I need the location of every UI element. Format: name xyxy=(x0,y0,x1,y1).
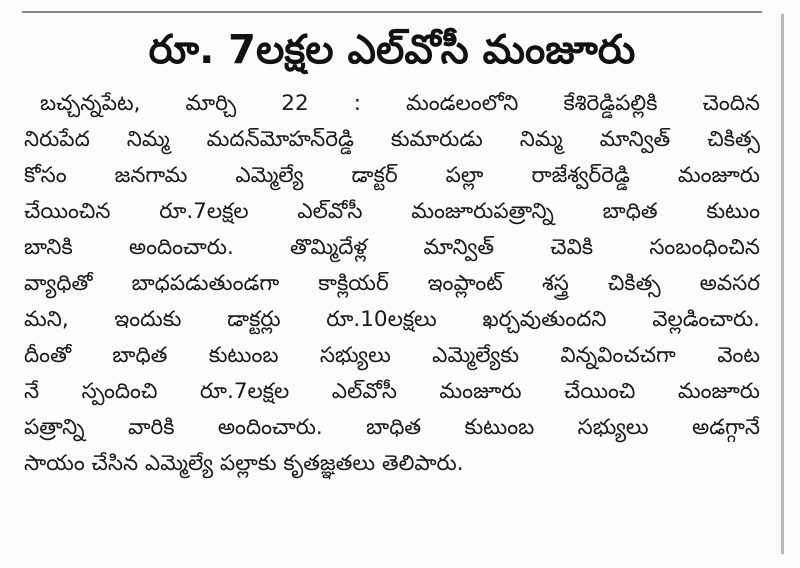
article-line: చేయించిన రూ.7లక్షల ఎల్‌వోసీ మంజూరుపత్రాన్ని బాధిత కుటుం xyxy=(24,199,760,224)
headline: రూ. 7లక్షల ఎల్‌వోసీ మంజూరు xyxy=(148,27,636,73)
article-line: పత్రాన్ని వారికి అందించారు. బాధిత కుటుంబ సభ్యులు అడగ్గానే xyxy=(24,415,760,440)
article-line: దీంతో బాధిత కుటుంబ సభ్యులు ఎమ్మెల్యేకు విన్నవించచగా వెంట xyxy=(24,343,760,368)
article-line: నిరుపేద నిమ్మ మదన్‌మోహన్‌రెడ్డి కుమారుడు నిమ్మ మాన్విత్ చికిత్స xyxy=(24,127,760,152)
article-line: కోసం జనగామ ఎమ్మెల్యే డాక్టర్ పల్లా రాజేశ్వర్‌రెడ్డి మంజూరు xyxy=(24,163,760,188)
top-divider xyxy=(22,11,762,13)
article-line: బచ్చన్నపేట, మార్చి 22 : మండలంలోని కేశిరెడ్డిపల్లికి చెందిన xyxy=(40,91,760,116)
article-line: నే స్పందించి రూ.7లక్షల ఎల్‌వోసీ మంజూరు చేయించి మంజూరు xyxy=(24,379,760,404)
article-line: మని, ఇందుకు డాక్టర్లు రూ.10లక్షలు ఖర్చవుతుందని వెల్లడించారు. xyxy=(24,307,760,332)
article-body xyxy=(24,86,760,556)
article-line: వ్యాధితో బాధపడుతుండగా కాక్లియర్ ఇంప్లాంట్ శస్త్ర చికిత్స అవసర xyxy=(24,271,760,296)
article-line: బానికి అందించారు. తొమ్మిదేళ్ల మాన్విత్ చెవికి సంబంధించిన xyxy=(24,235,760,260)
article-line: సాయం చేసిన ఎమ్మెల్యే పల్లాకు కృతజ్ఞతలు తెలిపారు. xyxy=(24,451,464,476)
column-divider xyxy=(781,14,784,554)
